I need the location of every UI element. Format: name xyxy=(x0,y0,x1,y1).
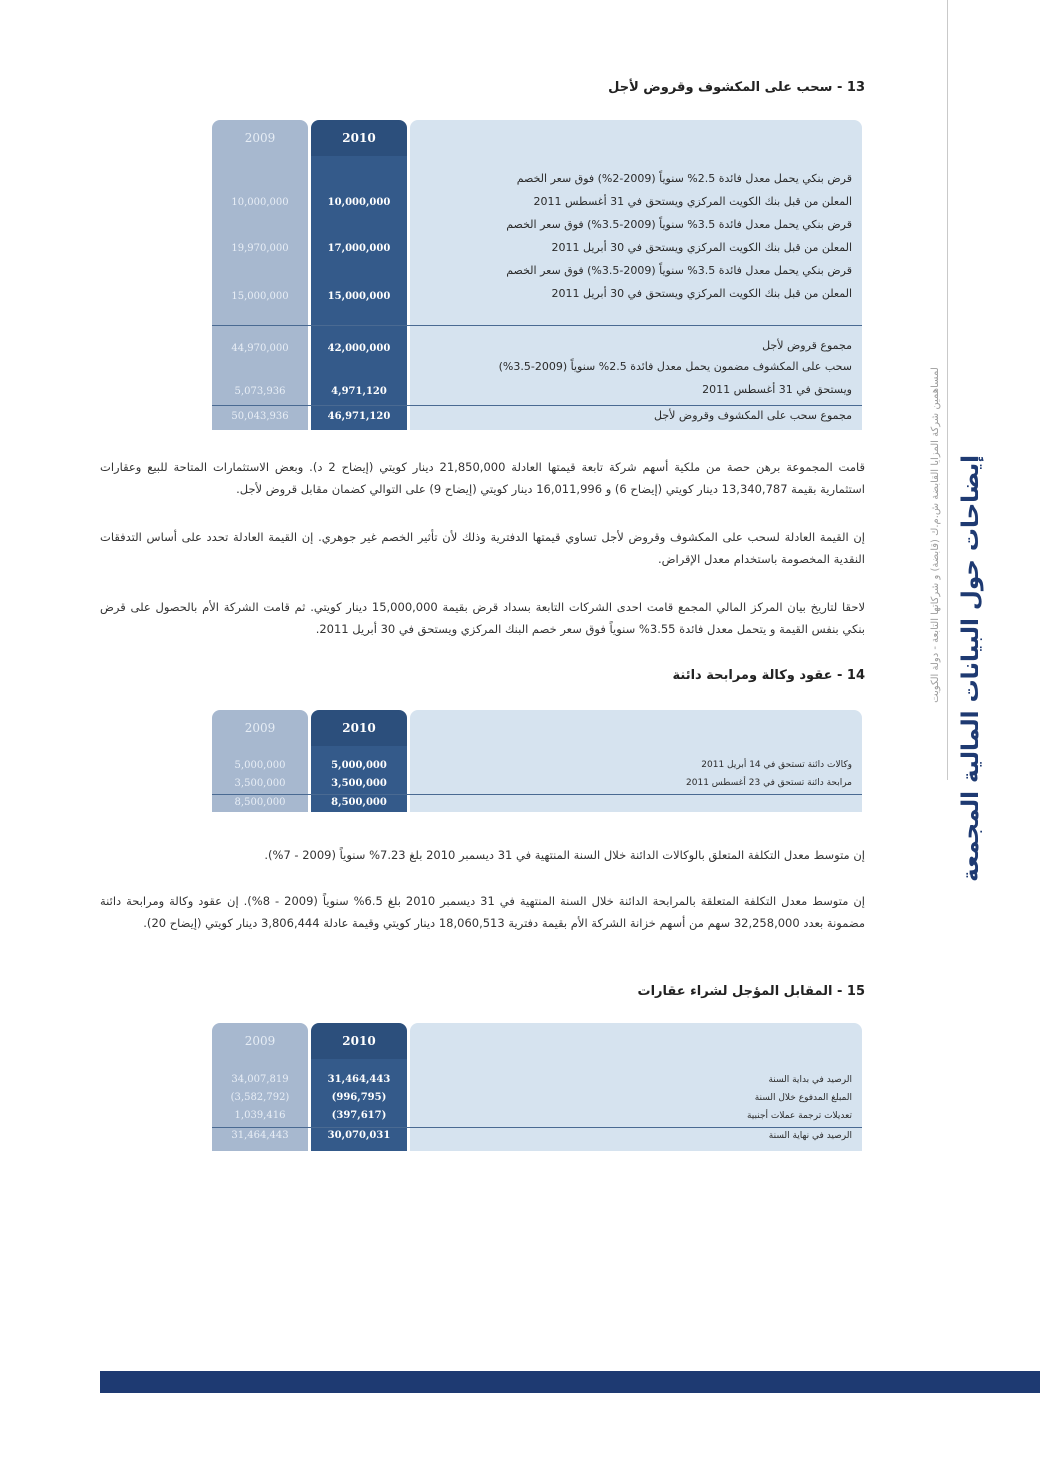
side-subtitle: لمساهمين شركة المزايا القابضة ش.م.ك (قابضة) و شركاتها التابعة - دولة الكويت xyxy=(930,367,941,703)
section-13-paragraph-3: لاحقا لتاريخ بيان المركز المالي المجمع قامت احدى الشركات التابعة بسداد قرض بقيمة 15,000,000 دينار كويتي. ثم قامت الشركة الأم بالحصول على قرض بنكي بنفس القيمة و يتحمل معدل فائدة 3.55% سنوياً فوق سعر خصم البنك المركزي ويستحق في 30 أبريل 2011. xyxy=(100,600,865,636)
section-13-paragraph-2: إن القيمة العادلة لسحب على المكشوف وقروض لأجل تساوي قيمتها الدفترية وذلك لأن تأثير الخصم غير جوهري. إن القيمة العادلة تحدد على أساس التدفقات النقدية المخصومة باستخدام معدل الإقراض. xyxy=(100,530,865,566)
header-2009: 2009 xyxy=(212,120,308,156)
total-2010: 30,070,031 xyxy=(327,1130,391,1141)
row-3-2010: (397,617) xyxy=(331,1110,387,1121)
row-1-2009: 10,000,000 xyxy=(231,197,289,208)
row-2-2009: (3,582,792) xyxy=(230,1092,290,1103)
subtotal-line xyxy=(212,325,862,326)
row-2-desc-a: قرض بنكي يحمل معدل فائدة 3.5% سنوياً (2009-3.5%) فوق سعر الخصم xyxy=(506,218,852,231)
row-2-desc: مرابحة دائنة تستحق في 23 أغسطس 2011 xyxy=(686,778,852,788)
section-15-table xyxy=(212,1023,862,1151)
header-description xyxy=(410,710,862,746)
row-2-2009: 19,970,000 xyxy=(231,243,289,254)
header-description xyxy=(410,1023,862,1059)
total-desc: مجموع سحب على المكشوف وقروض لأجل xyxy=(654,409,852,422)
row-3-2009: 15,000,000 xyxy=(231,291,289,302)
footer-bar xyxy=(100,1371,1040,1393)
section-13-paragraph-1: قامت المجموعة برهن حصة من ملكية أسهم شركة تابعة قيمتها العادلة 21,850,000 دينار كويتي (إيضاح 2 د). وبعض الاستثمارات المتاحة للبيع وعقارات استثمارية بقيمة 13,340,787 دينار كويتي (إيضاح 6) و 16,011,996 دينار كويتي (إيضاح 9) على التوالي كضمان مقابل قروض لأجل. xyxy=(100,460,865,496)
row-2-desc-b: المعلن من قبل بنك الكويت المركزي ويستحق في 30 أبريل 2011 xyxy=(551,241,852,254)
header-2010: 2010 xyxy=(311,120,407,156)
overdraft-desc-b: ويستحق في 31 أغسطس 2011 xyxy=(702,383,852,396)
total-2009: 50,043,936 xyxy=(231,411,289,422)
section-14-table xyxy=(212,710,862,812)
row-2-desc: المبلغ المدفوع خلال السنة xyxy=(754,1093,852,1103)
section-13-heading: 13 - سحب على المكشوف وقروض لأجل xyxy=(608,80,865,95)
row-1-2010: 5,000,000 xyxy=(331,760,387,771)
header-2010: 2010 xyxy=(311,710,407,746)
row-2-2009: 3,500,000 xyxy=(234,778,286,789)
row-2-2010: (996,795) xyxy=(331,1092,387,1103)
row-3-desc-a: قرض بنكي يحمل معدل فائدة 3.5% سنوياً (2009-3.5%) فوق سعر الخصم xyxy=(506,264,852,277)
total-line xyxy=(212,794,862,795)
overdraft-2010: 4,971,120 xyxy=(331,386,387,397)
row-1-desc: وكالات دائنة تستحق في 14 أبريل 2011 xyxy=(701,760,852,770)
row-1-desc-a: قرض بنكي يحمل معدل فائدة 2.5% سنوياً (2009-2%) فوق سعر الخصم xyxy=(516,172,852,185)
section-14-paragraph-2: إن متوسط معدل التكلفة المتعلقة بالمرابحة الدائنة خلال السنة المنتهية في 31 ديسمبر 2010 بلغ 6.5% سنوياً (2009 - 8%). إن عقود وكالة ومرابحة دائنة مضمونة بعدد 32,258,000 سهم من أسهم خزانة الشركة الأم بقيمة دفترية 18,060,513 دينار كويتي وقيمة عادلة 3,806,444 دينار كويتي (إيضاح 20). xyxy=(100,894,865,930)
section-15-heading: 15 - المقابل المؤجل لشراء عقارات xyxy=(637,984,865,999)
subtotal-2009: 44,970,000 xyxy=(231,343,289,354)
total-2009: 31,464,443 xyxy=(231,1130,289,1141)
total-2009: 8,500,000 xyxy=(234,797,286,808)
section-14-paragraph-1: إن متوسط معدل التكلفة المتعلق بالوكالات الدائنة خلال السنة المنتهية في 31 ديسمبر 2010 بلغ 7.23% سنوياً (2009 - 7%). xyxy=(264,848,865,862)
row-3-2010: 15,000,000 xyxy=(327,291,391,302)
row-3-desc-b: المعلن من قبل بنك الكويت المركزي ويستحق في 30 أبريل 2011 xyxy=(551,287,852,300)
row-1-2009: 34,007,819 xyxy=(231,1074,289,1085)
header-2010: 2010 xyxy=(311,1023,407,1059)
row-1-2009: 5,000,000 xyxy=(234,760,286,771)
row-3-desc: تعديلات ترجمة عملات أجنبية xyxy=(746,1111,852,1121)
row-2-2010: 17,000,000 xyxy=(327,243,391,254)
total-desc: الرصيد في نهاية السنة xyxy=(768,1131,852,1141)
row-1-2010: 31,464,443 xyxy=(327,1074,391,1085)
total-line xyxy=(212,1127,862,1128)
header-2009: 2009 xyxy=(212,1023,308,1059)
total-line xyxy=(212,405,862,406)
header-description xyxy=(410,120,862,156)
row-1-desc-b: المعلن من قبل بنك الكويت المركزي ويستحق في 31 أغسطس 2011 xyxy=(533,195,852,208)
row-3-2009: 1,039,416 xyxy=(234,1110,286,1121)
header-2009: 2009 xyxy=(212,710,308,746)
side-divider xyxy=(947,0,948,780)
section-13-table xyxy=(212,120,862,430)
subtotal-2010: 42,000,000 xyxy=(327,343,391,354)
row-1-desc: الرصيد في بداية السنة xyxy=(768,1075,852,1085)
overdraft-desc-a: سحب على المكشوف مضمون يحمل معدل فائدة 2.5% سنوياً (2009-3.5%) xyxy=(498,360,852,373)
section-14-heading: 14 - عقود وكالة ومرابحة دائنة xyxy=(672,668,865,683)
total-2010: 8,500,000 xyxy=(331,797,387,808)
side-title: إيضاحات حول البيانات المالية المجمعة xyxy=(958,455,984,882)
row-2-2010: 3,500,000 xyxy=(331,778,387,789)
row-1-2010: 10,000,000 xyxy=(327,197,391,208)
subtotal-desc: مجموع قروض لأجل xyxy=(762,339,852,352)
overdraft-2009: 5,073,936 xyxy=(234,386,286,397)
total-2010: 46,971,120 xyxy=(327,411,391,422)
